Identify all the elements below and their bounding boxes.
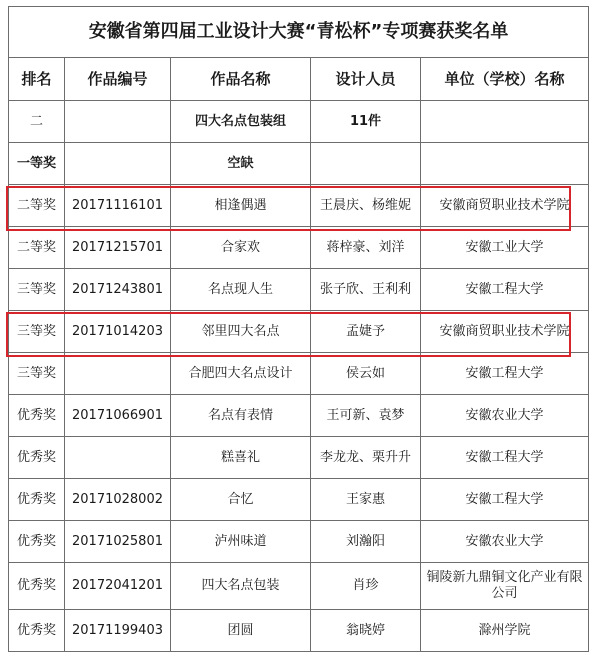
table-row xyxy=(9,521,589,563)
first-prize-designers xyxy=(311,143,421,185)
row-unit: 安徽工业大学 xyxy=(421,227,589,269)
first-prize-rank: 一等奖 xyxy=(9,143,65,185)
group-count: 11件 xyxy=(311,101,421,143)
row-work: 四大名点包装 xyxy=(171,563,311,610)
row-rank: 优秀奖 xyxy=(9,610,65,652)
row-designers: 肖珍 xyxy=(311,563,421,610)
row-code: 20171243801 xyxy=(65,269,171,311)
group-name: 四大名点包装组 xyxy=(171,101,311,143)
row-rank: 优秀奖 xyxy=(9,563,65,610)
row-code: 20171028002 xyxy=(65,479,171,521)
row-code: 20171025801 xyxy=(65,521,171,563)
row-rank: 优秀奖 xyxy=(9,479,65,521)
table-row xyxy=(9,311,589,353)
row-unit: 安徽农业大学 xyxy=(421,521,589,563)
header-rank: 排名 xyxy=(9,58,65,101)
header-code: 作品编号 xyxy=(65,58,171,101)
row-code: 20171215701 xyxy=(65,227,171,269)
row-designers: 刘瀚阳 xyxy=(311,521,421,563)
row-rank: 二等奖 xyxy=(9,185,65,227)
first-prize-name: 空缺 xyxy=(171,143,311,185)
award-list-sheet xyxy=(8,6,588,652)
row-designers: 蒋梓豪、刘洋 xyxy=(311,227,421,269)
row-designers: 王家惠 xyxy=(311,479,421,521)
row-work: 团圆 xyxy=(171,610,311,652)
row-work: 糕喜礼 xyxy=(171,437,311,479)
row-designers: 王可新、袁梦 xyxy=(311,395,421,437)
row-designers: 张子欣、王利利 xyxy=(311,269,421,311)
table-row xyxy=(9,185,589,227)
row-unit: 安徽工程大学 xyxy=(421,353,589,395)
row-designers: 李龙龙、栗升升 xyxy=(311,437,421,479)
row-rank: 优秀奖 xyxy=(9,395,65,437)
header-designers: 设计人员 xyxy=(311,58,421,101)
header-work: 作品名称 xyxy=(171,58,311,101)
row-code: 20172041201 xyxy=(65,563,171,610)
table-row xyxy=(9,269,589,311)
row-work: 名点现人生 xyxy=(171,269,311,311)
row-work: 合忆 xyxy=(171,479,311,521)
row-code xyxy=(65,353,171,395)
row-unit: 安徽农业大学 xyxy=(421,395,589,437)
row-unit: 滁州学院 xyxy=(421,610,589,652)
table-row xyxy=(9,563,589,610)
row-unit: 安徽工程大学 xyxy=(421,479,589,521)
row-work: 合家欢 xyxy=(171,227,311,269)
first-prize-code xyxy=(65,143,171,185)
row-code: 20171116101 xyxy=(65,185,171,227)
row-designers: 王晨庆、杨维妮 xyxy=(311,185,421,227)
row-rank: 优秀奖 xyxy=(9,521,65,563)
row-rank: 三等奖 xyxy=(9,353,65,395)
first-prize-unit xyxy=(421,143,589,185)
row-rank: 三等奖 xyxy=(9,311,65,353)
award-table xyxy=(8,6,589,652)
table-row xyxy=(9,227,589,269)
table-row xyxy=(9,353,589,395)
row-designers: 侯云如 xyxy=(311,353,421,395)
table-title: 安徽省第四届工业设计大赛“青松杯”专项赛获奖名单 xyxy=(9,7,589,58)
row-work: 合肥四大名点设计 xyxy=(171,353,311,395)
row-work: 泸州味道 xyxy=(171,521,311,563)
row-unit: 安徽工程大学 xyxy=(421,269,589,311)
row-unit: 安徽商贸职业技术学院 xyxy=(421,311,589,353)
row-unit: 铜陵新九鼎铜文化产业有限公司 xyxy=(421,563,589,610)
table-row xyxy=(9,437,589,479)
row-designers: 翁晓婷 xyxy=(311,610,421,652)
row-code xyxy=(65,437,171,479)
row-code: 20171066901 xyxy=(65,395,171,437)
header-unit: 单位（学校）名称 xyxy=(421,58,589,101)
row-work: 名点有表情 xyxy=(171,395,311,437)
row-designers: 孟婕予 xyxy=(311,311,421,353)
row-work: 邻里四大名点 xyxy=(171,311,311,353)
group-unit xyxy=(421,101,589,143)
row-rank: 三等奖 xyxy=(9,269,65,311)
group-code xyxy=(65,101,171,143)
row-rank: 优秀奖 xyxy=(9,437,65,479)
row-code: 20171199403 xyxy=(65,610,171,652)
row-unit: 安徽工程大学 xyxy=(421,437,589,479)
table-row xyxy=(9,610,589,652)
table-row xyxy=(9,395,589,437)
row-code: 20171014203 xyxy=(65,311,171,353)
row-work: 相逢偶遇 xyxy=(171,185,311,227)
table-row xyxy=(9,479,589,521)
group-rank: 二 xyxy=(9,101,65,143)
row-unit: 安徽商贸职业技术学院 xyxy=(421,185,589,227)
row-rank: 二等奖 xyxy=(9,227,65,269)
